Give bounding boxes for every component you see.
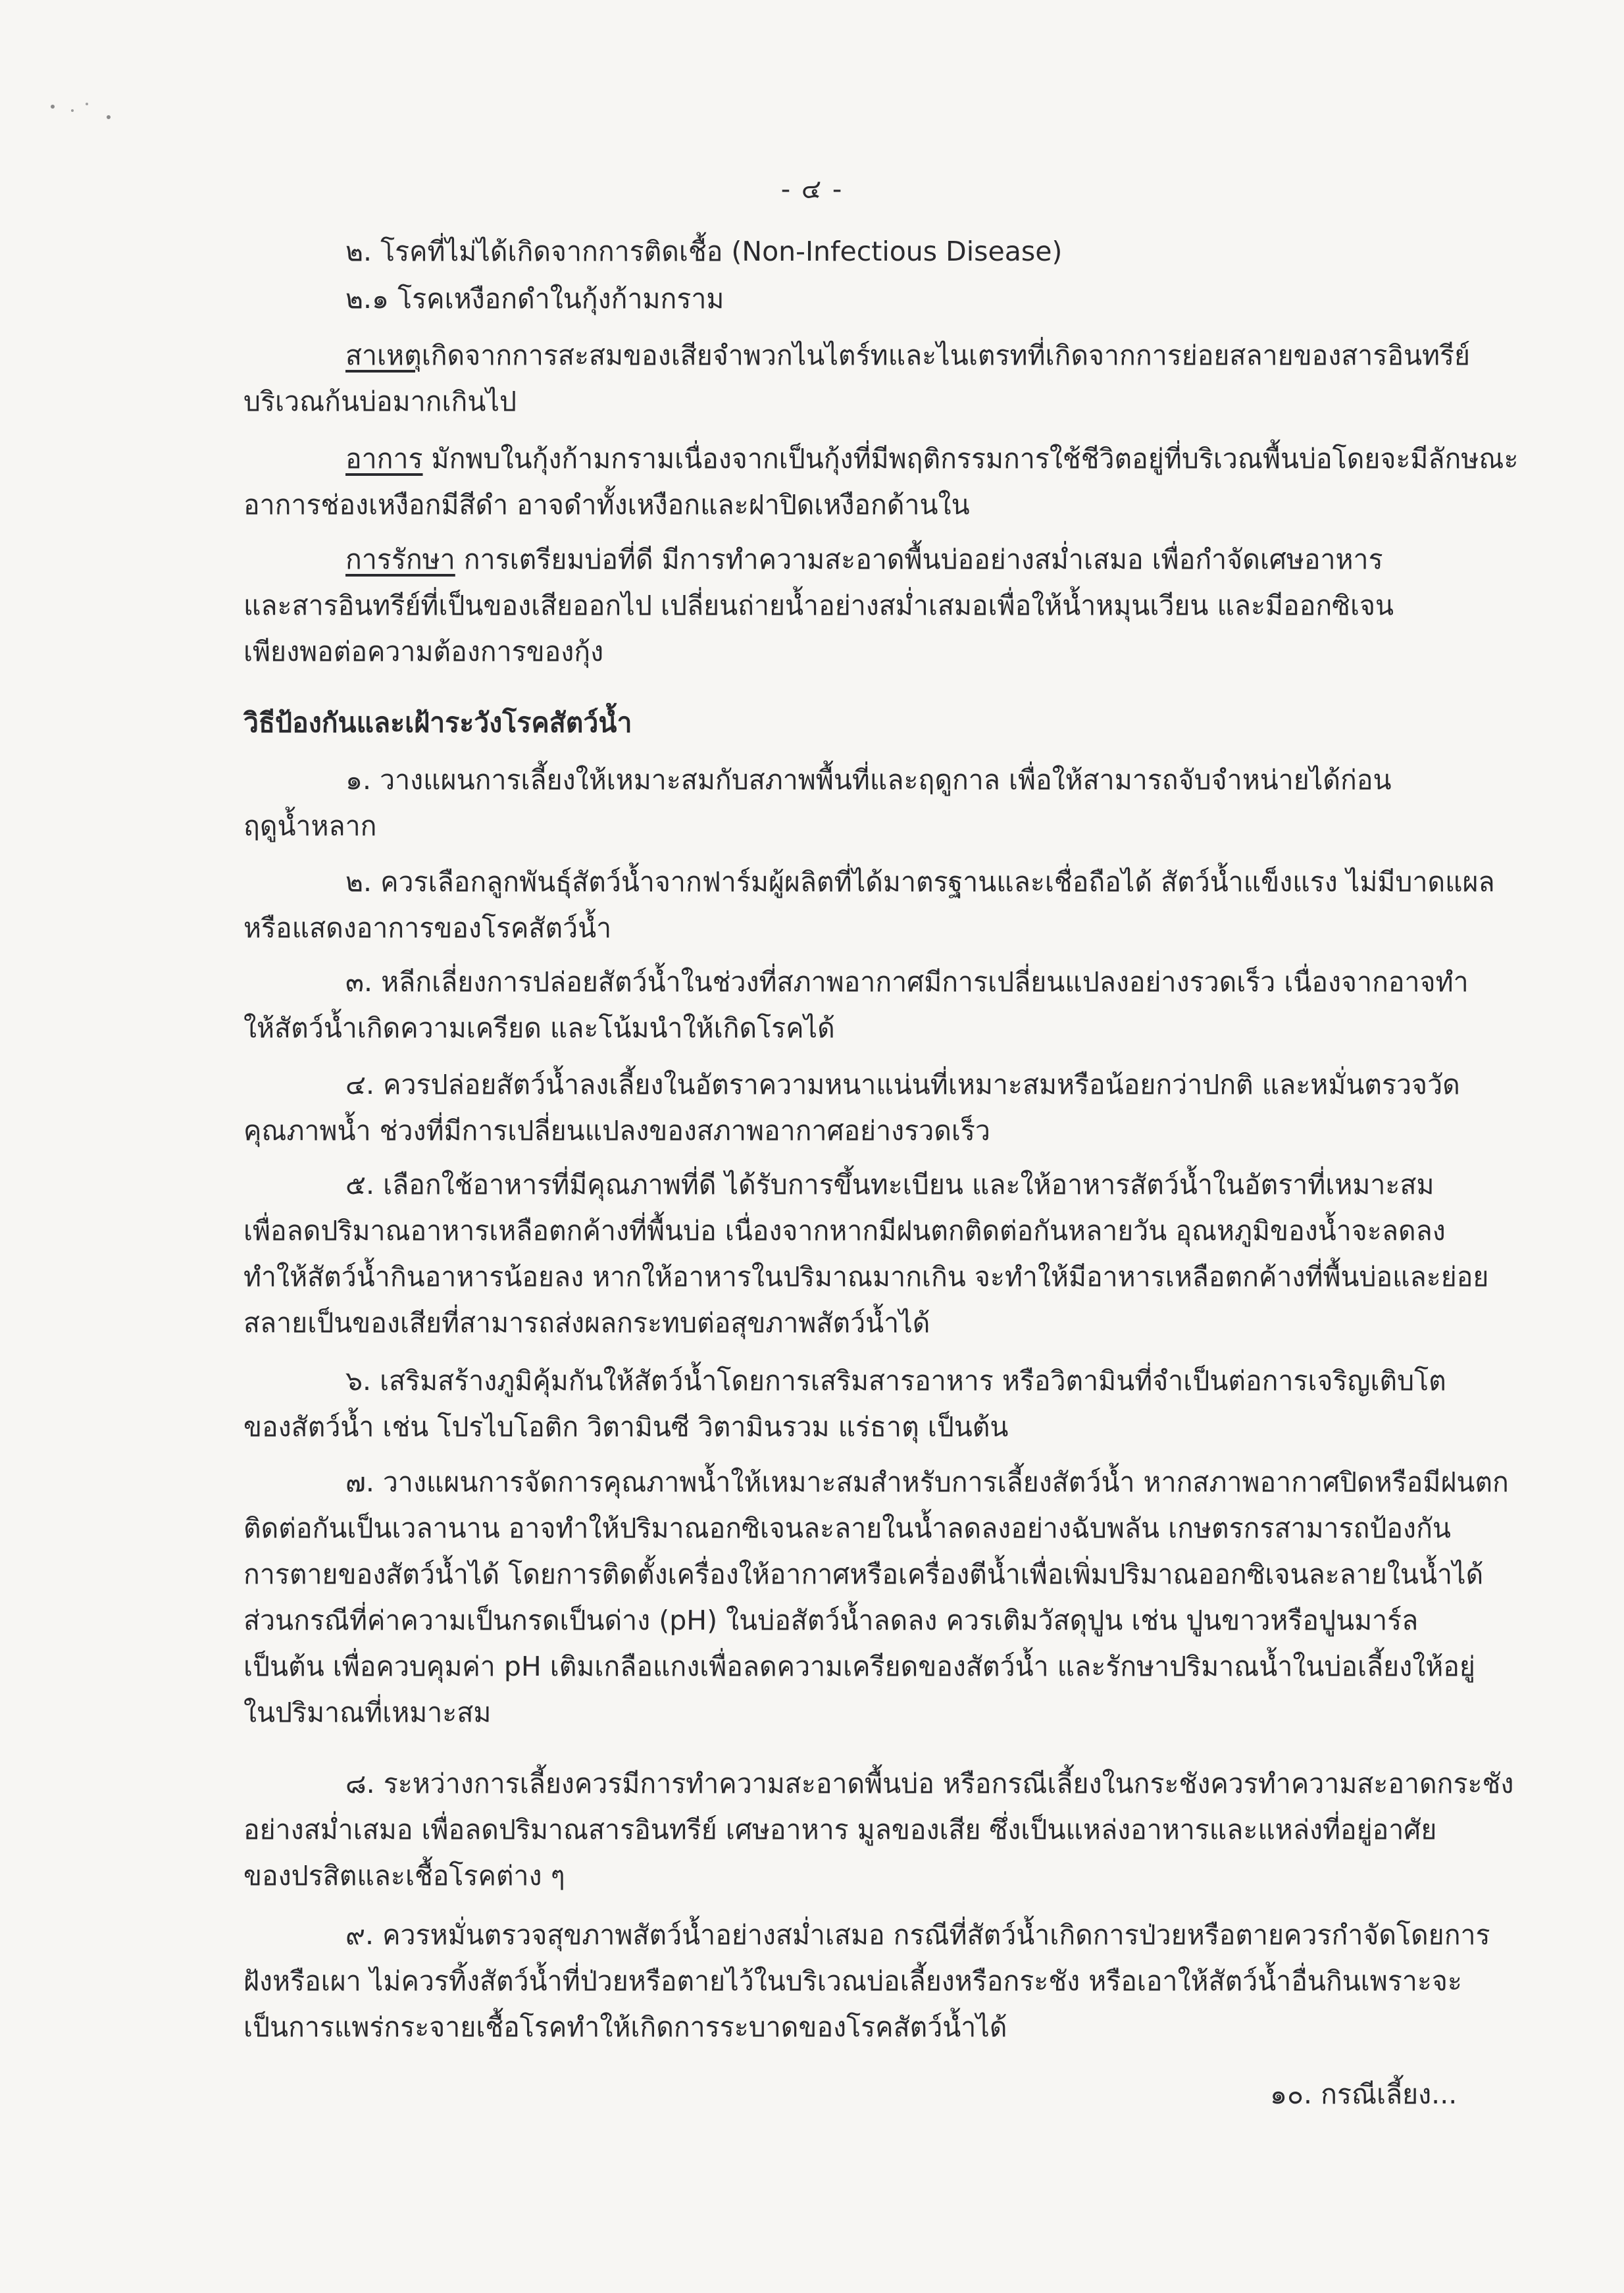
cause-paragraph-line-2: บริเวณก้นบ่อมากเกินไป [243, 386, 517, 417]
prevention-item-9-cont-1: ฝังหรือเผา ไม่ควรทิ้งสัตว์น้ำที่ป่วยหรือตายไว้ในบริเวณบ่อเลี้ยงหรือกระชัง หรือเอาให้สัตว์น้ำอื่นกินเพราะจะ [243, 1965, 1462, 1997]
prevention-heading: วิธีป้องกันและเฝ้าระวังโรคสัตว์น้ำ [243, 707, 632, 738]
symptom-paragraph-line-2: อาการช่องเหงือกมีสีดำ อาจดำทั้งเหงือกและฝาปิดเหงือกด้านใน [243, 489, 970, 521]
prevention-item-7: ๗. วางแผนการจัดการคุณภาพน้ำให้เหมาะสมสำหรับการเลี้ยงสัตว์น้ำ หากสภาพอากาศปิดหรือมีฝนตก [345, 1466, 1509, 1498]
cause-label: สาเหตุ [345, 340, 422, 371]
prevention-item-7-cont-3: ส่วนกรณีที่ค่าความเป็นกรดเป็นด่าง (pH) ในบ่อสัตว์น้ำลดลง ควรเติมวัสดุปูน เช่น ปูนขาวหรือปูนมาร์ล [243, 1605, 1419, 1636]
page-number: - ๔ - [780, 174, 844, 205]
symptom-text: มักพบในกุ้งก้ามกรามเนื่องจากเป็นกุ้งที่มีพฤติกรรมการใช้ชีวิตอยู่ที่บริเวณพื้นบ่อโดยจะมีลักษณะ [422, 443, 1519, 475]
prevention-item-7-cont-2: การตายของสัตว์น้ำได้ โดยการติดตั้งเครื่องให้อากาศหรือเครื่องตีน้ำเพื่อเพิ่มปริมาณออกซิเจนละลายในน้ำได้ [243, 1559, 1484, 1590]
prevention-item-1: ๑. วางแผนการเลี้ยงให้เหมาะสมกับสภาพพื้นที่และฤดูกาล เพื่อให้สามารถจับจำหน่ายได้ก่อน [345, 764, 1392, 796]
prevention-item-8-cont-2: ของปรสิตและเชื้อโรคต่าง ๆ [243, 1860, 565, 1892]
cause-text: เกิดจากการสะสมของเสียจำพวกไนไตร์ทและไนเตรทที่เกิดจากการย่อยสลายของสารอินทรีย์ [421, 340, 1471, 371]
prevention-item-1-cont: ฤดูน้ำหลาก [243, 810, 377, 842]
prevention-item-7-cont-4: เป็นต้น เพื่อควบคุมค่า pH เติมเกลือแกงเพื่อลดความเครียดของสัตว์น้ำ และรักษาปริมาณน้ำในบ่อเลี้ยงให้อยู่ [243, 1651, 1475, 1682]
prevention-item-5-cont-2: ทำให้สัตว์น้ำกินอาหารน้อยลง หากให้อาหารในปริมาณมากเกิน จะทำให้มีอาหารเหลือตกค้างที่พื้นบ่อและย่อย [243, 1261, 1489, 1293]
scan-smudge [46, 99, 118, 125]
symptom-label: อาการ [345, 443, 423, 475]
cause-paragraph-line-1 [345, 336, 1470, 375]
prevention-item-9: ๙. ควรหมั่นตรวจสุขภาพสัตว์น้ำอย่างสม่ำเสมอ กรณีที่สัตว์น้ำเกิดการป่วยหรือตายควรกำจัดโดยการ [345, 1919, 1490, 1951]
treatment-text: การเตรียมบ่อที่ดี มีการทำความสะอาดพื้นบ่ออย่างสม่ำเสมอ เพื่อกำจัดเศษอาหาร [455, 544, 1383, 575]
prevention-item-3: ๓. หลีกเลี่ยงการปล่อยสัตว์น้ำในช่วงที่สภาพอากาศมีการเปลี่ยนแปลงอย่างรวดเร็ว เนื่องจากอาจทำ [345, 966, 1469, 998]
treatment-label: การรักษา [345, 544, 455, 575]
prevention-item-7-cont-5: ในปริมาณที่เหมาะสม [243, 1697, 492, 1728]
prevention-item-7-cont-1: ติดต่อกันเป็นเวลานาน อาจทำให้ปริมาณอกซิเจนละลายในน้ำลดลงอย่างฉับพลัน เกษตรกรสามารถป้องกัน [243, 1512, 1451, 1544]
prevention-item-5: ๕. เลือกใช้อาหารที่มีคุณภาพที่ดี ได้รับการขึ้นทะเบียน และให้อาหารสัตว์น้ำในอัตราที่เหมาะสม [345, 1169, 1434, 1200]
prevention-item-6: ๖. เสริมสร้างภูมิคุ้มกันให้สัตว์น้ำโดยการเสริมสารอาหาร หรือวิตามินที่จำเป็นต่อการเจริญเติบโต [345, 1365, 1446, 1397]
prevention-item-8: ๘. ระหว่างการเลี้ยงควรมีการทำความสะอาดพื้นบ่อ หรือกรณีเลี้ยงในกระชังควรทำความสะอาดกระชัง [345, 1768, 1514, 1799]
section-heading: ๒. โรคที่ไม่ได้เกิดจากการติดเชื้อ (Non-Infectious Disease) [345, 236, 1063, 267]
prevention-item-5-cont-1: เพื่อลดปริมาณอาหารเหลือตกค้างที่พื้นบ่อ เนื่องจากหากมีฝนตกติดต่อกันหลายวัน อุณหภูมิของน้ำจะลดลง [243, 1215, 1446, 1247]
prevention-item-3-cont: ให้สัตว์น้ำเกิดความเครียด และโน้มนำให้เกิดโรคได้ [243, 1012, 835, 1044]
subsection-heading: ๒.๑ โรคเหงือกดำในกุ้งก้ามกราม [345, 283, 724, 315]
continuation-note: ๑๐. กรณีเลี้ยง... [1270, 2078, 1458, 2110]
prevention-item-8-cont-1: อย่างสม่ำเสมอ เพื่อลดปริมาณสารอินทรีย์ เศษอาหาร มูลของเสีย ซึ่งเป็นแหล่งอาหารและแหล่งที่อยู่อาศัย [243, 1814, 1437, 1845]
treatment-paragraph-line-2: และสารอินทรีย์ที่เป็นของเสียออกไป เปลี่ยนถ่ายน้ำอย่างสม่ำเสมอเพื่อให้น้ำหมุนเวียน และมีออกซิเจน [243, 590, 1394, 621]
treatment-paragraph-line-3: เพียงพอต่อความต้องการของกุ้ง [243, 636, 604, 667]
prevention-item-2: ๒. ควรเลือกลูกพันธุ์สัตว์น้ำจากฟาร์มผู้ผลิตที่ได้มาตรฐานและเชื่อถือได้ สัตว์น้ำแข็งแรง ไม่มีบาดแผล [345, 866, 1495, 898]
prevention-item-2-cont: หรือแสดงอาการของโรคสัตว์น้ำ [243, 912, 612, 944]
prevention-item-9-cont-2: เป็นการแพร่กระจายเชื้อโรคทำให้เกิดการระบาดของโรคสัตว์น้ำได้ [243, 2011, 1007, 2043]
prevention-item-5-cont-3: สลายเป็นของเสียที่สามารถส่งผลกระทบต่อสุขภาพสัตว์น้ำได้ [243, 1307, 930, 1339]
prevention-item-4-cont: คุณภาพน้ำ ช่วงที่มีการเปลี่ยนแปลงของสภาพอากาศอย่างรวดเร็ว [243, 1115, 990, 1146]
treatment-paragraph-line-1 [345, 540, 1383, 579]
prevention-item-4: ๔. ควรปล่อยสัตว์น้ำลงเลี้ยงในอัตราความหนาแน่นที่เหมาะสมหรือน้อยกว่าปกติ และหมั่นตรวจวัด [345, 1069, 1460, 1100]
prevention-item-6-cont: ของสัตว์น้ำ เช่น โปรไบโอติก วิตามินซี วิตามินรวม แร่ธาตุ เป็นต้น [243, 1411, 1009, 1443]
symptom-paragraph-line-1 [345, 439, 1518, 478]
